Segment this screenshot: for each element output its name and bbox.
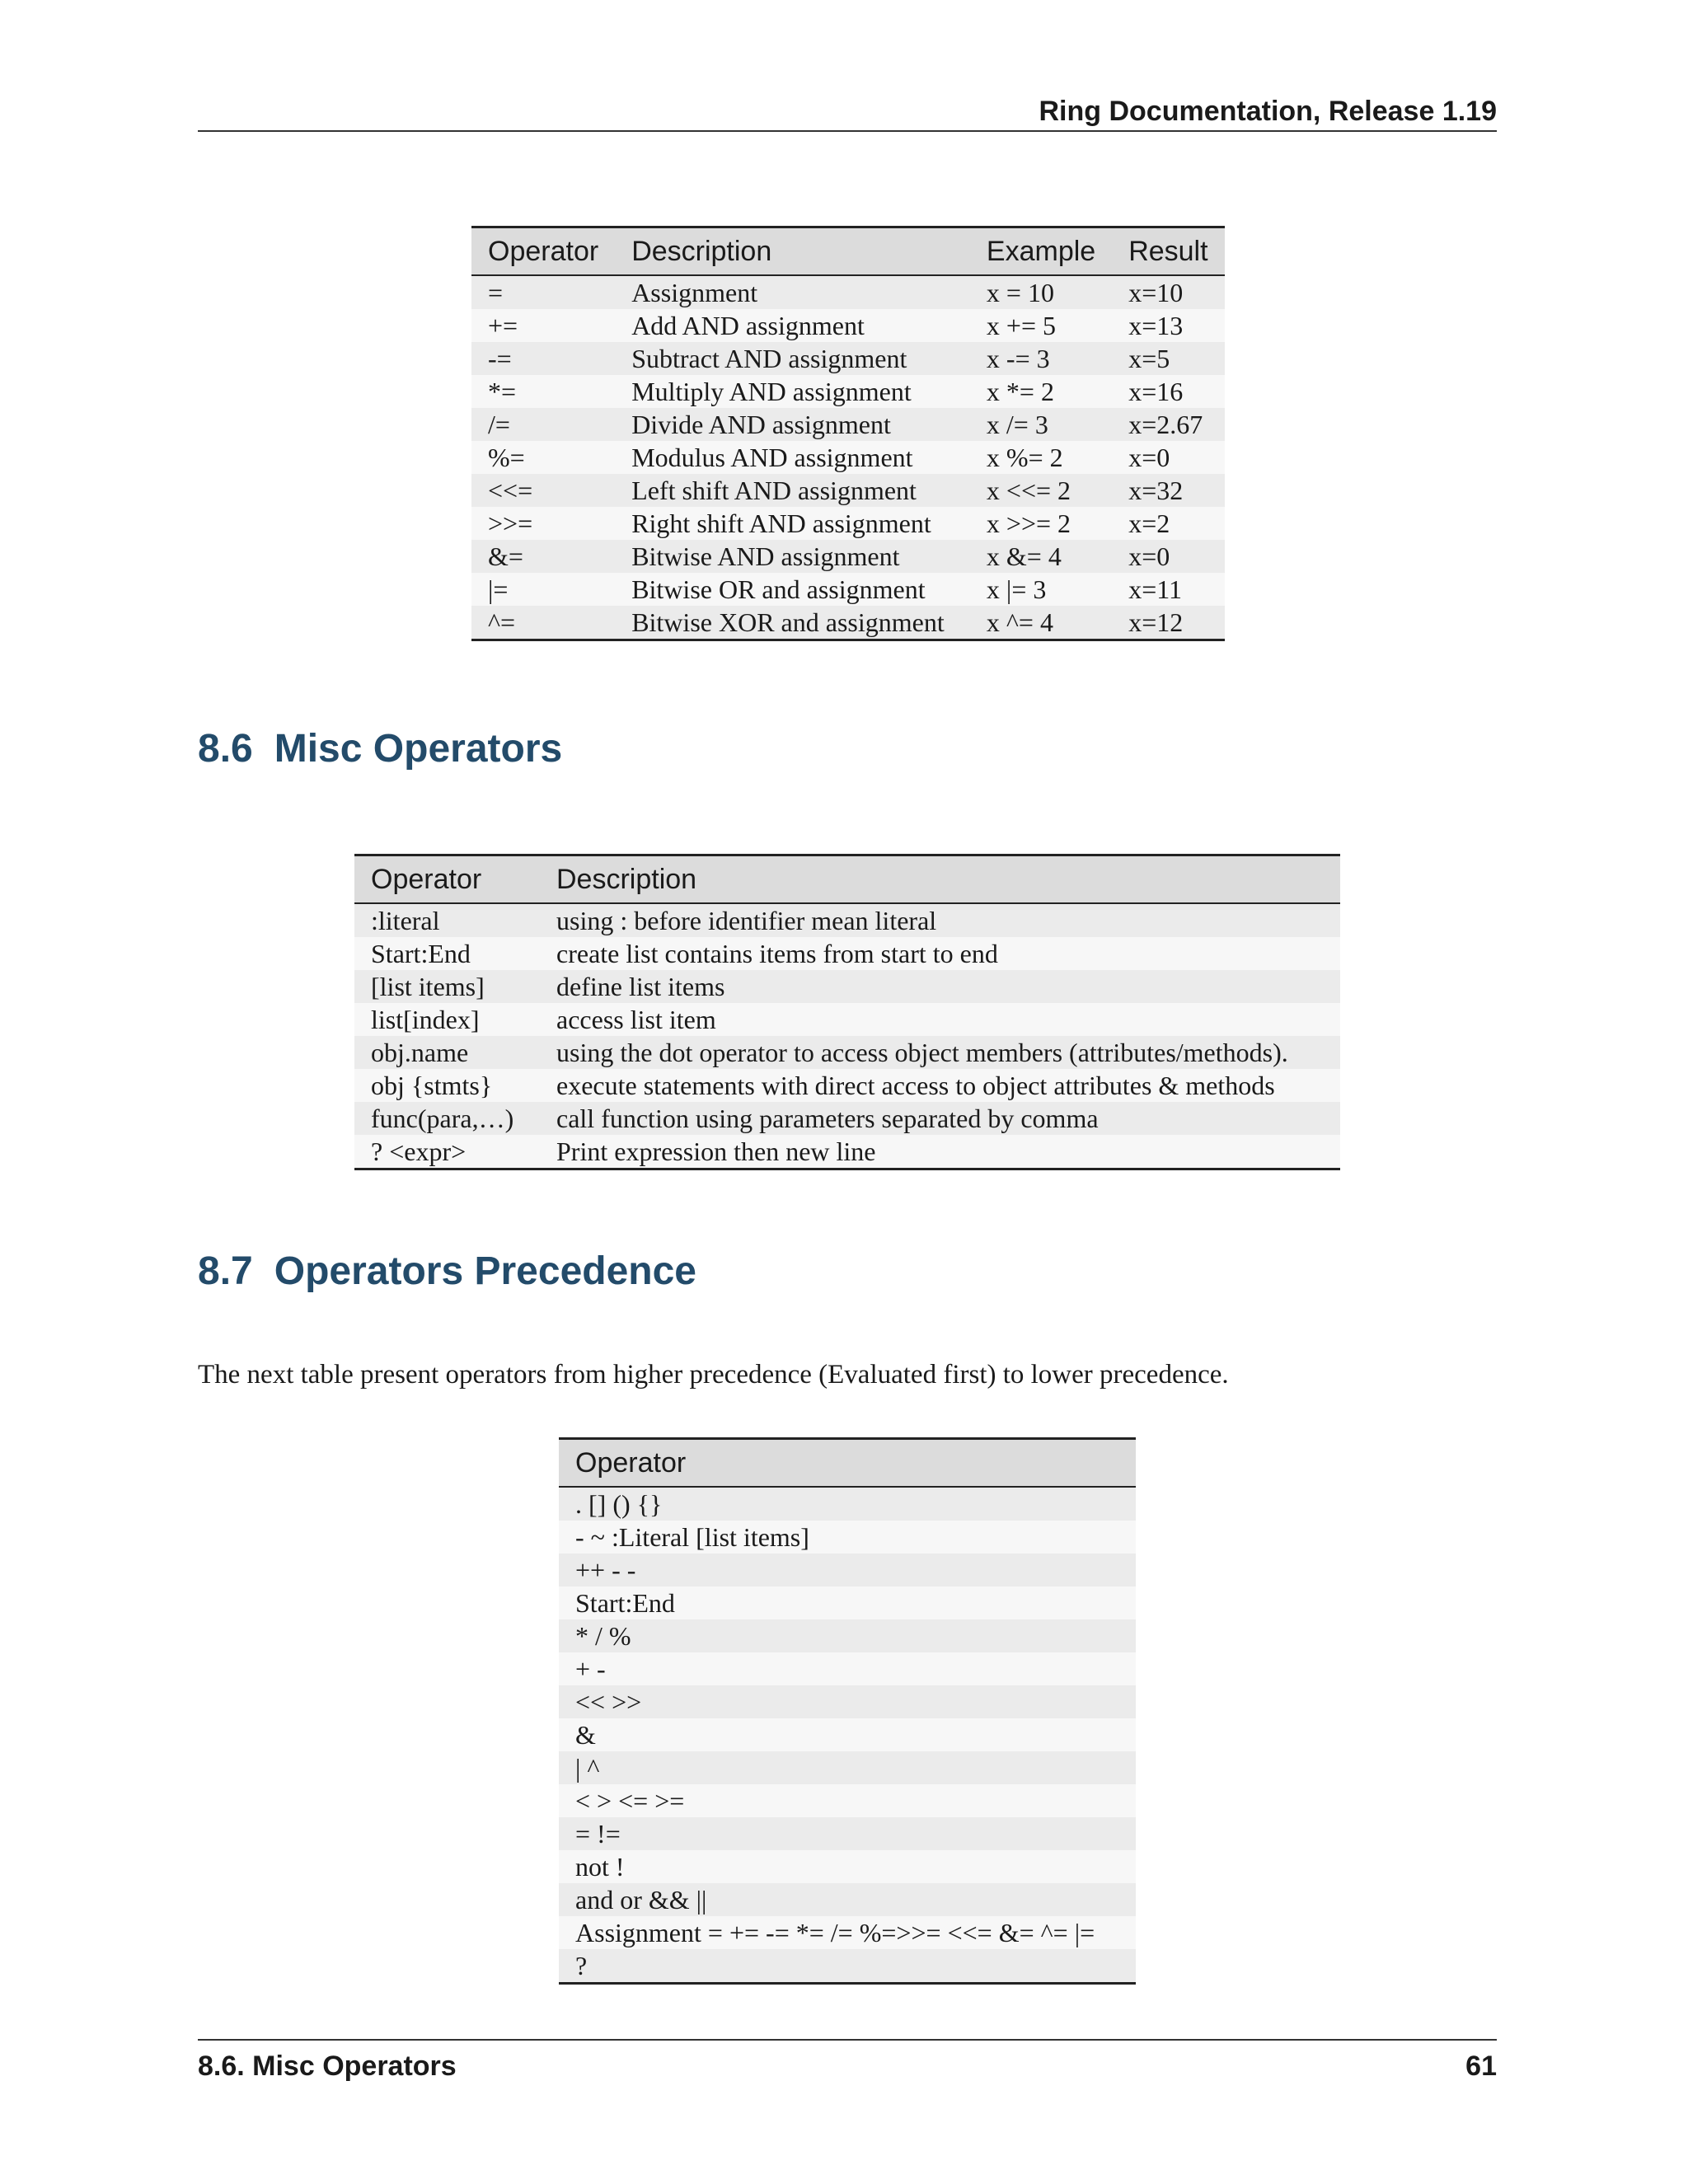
- table-cell: ? <expr>: [354, 1135, 540, 1169]
- table-cell: x=32: [1112, 474, 1225, 507]
- table-row: [471, 375, 1225, 408]
- table-cell: . [] () {}: [559, 1487, 1136, 1521]
- table-cell: %=: [471, 441, 615, 474]
- column-header: Operator: [354, 855, 540, 904]
- table-row: [354, 1135, 1340, 1169]
- table-cell: x = 10: [970, 275, 1112, 309]
- table-cell: x=0: [1112, 540, 1225, 573]
- table-row: [471, 408, 1225, 441]
- section-title: Misc Operators: [274, 727, 563, 771]
- table-cell: create list contains items from start to end: [540, 937, 1340, 970]
- table-cell: Assignment = += -= *= /= %=>>= <<= &= ^= |=: [559, 1916, 1136, 1949]
- table-row: [559, 1487, 1136, 1521]
- table-cell: x -= 3: [970, 342, 1112, 375]
- table-cell: *=: [471, 375, 615, 408]
- table-cell: x=0: [1112, 441, 1225, 474]
- table-row: [354, 903, 1340, 937]
- table-row: [559, 1554, 1136, 1586]
- table-cell: Modulus AND assignment: [615, 441, 970, 474]
- table-cell: func(para,…): [354, 1102, 540, 1135]
- table-cell: >>=: [471, 507, 615, 540]
- table-row: [559, 1949, 1136, 1984]
- table-cell: using the dot operator to access object members (attributes/methods).: [540, 1036, 1340, 1069]
- table-cell: x %= 2: [970, 441, 1112, 474]
- table-row: [559, 1817, 1136, 1850]
- table-cell: Left shift AND assignment: [615, 474, 970, 507]
- table-cell: define list items: [540, 970, 1340, 1003]
- table-cell: not !: [559, 1850, 1136, 1883]
- table-cell: Subtract AND assignment: [615, 342, 970, 375]
- table-row: [559, 1883, 1136, 1916]
- misc-operators-table: [354, 854, 1340, 1170]
- table-cell: - ~ :Literal [list items]: [559, 1521, 1136, 1554]
- table-row: [559, 1751, 1136, 1784]
- table-cell: &=: [471, 540, 615, 573]
- table-row: [354, 970, 1340, 1003]
- table-cell: <<=: [471, 474, 615, 507]
- table-row: [559, 1916, 1136, 1949]
- table-cell: and or && ||: [559, 1883, 1136, 1916]
- table-cell: x *= 2: [970, 375, 1112, 408]
- table-cell: | ^: [559, 1751, 1136, 1784]
- table-row: [354, 937, 1340, 970]
- table-cell: [list items]: [354, 970, 540, 1003]
- section-title: Operators Precedence: [274, 1249, 696, 1293]
- table-cell: Divide AND assignment: [615, 408, 970, 441]
- table-cell: x &= 4: [970, 540, 1112, 573]
- table-cell: < > <= >=: [559, 1784, 1136, 1817]
- table-cell: * / %: [559, 1619, 1136, 1652]
- table-cell: Start:End: [559, 1586, 1136, 1619]
- table-row: [471, 540, 1225, 573]
- table-row: [559, 1784, 1136, 1817]
- table-cell: call function using parameters separated by comma: [540, 1102, 1340, 1135]
- table-cell: Bitwise AND assignment: [615, 540, 970, 573]
- table-cell: Multiply AND assignment: [615, 375, 970, 408]
- running-header: Ring Documentation, Release 1.19: [198, 92, 1497, 132]
- table-cell: obj {stmts}: [354, 1069, 540, 1102]
- table-cell: ?: [559, 1949, 1136, 1984]
- table-cell: obj.name: [354, 1036, 540, 1069]
- table-cell: |=: [471, 573, 615, 606]
- section-heading-misc-operators: [198, 725, 562, 773]
- section-number: 8.6: [198, 727, 253, 771]
- table-cell: Assignment: [615, 275, 970, 309]
- footer-section: 8.6. Misc Operators: [198, 2050, 457, 2082]
- running-footer: [198, 2039, 1497, 2083]
- table-cell: x=5: [1112, 342, 1225, 375]
- column-header: Operator: [471, 227, 615, 276]
- table-row: [471, 507, 1225, 540]
- page-number: 61: [1465, 2050, 1497, 2082]
- column-header: Description: [540, 855, 1340, 904]
- table-row: [354, 1036, 1340, 1069]
- section-number: 8.7: [198, 1249, 253, 1293]
- table-cell: x=16: [1112, 375, 1225, 408]
- table-row: [354, 1102, 1340, 1135]
- table-cell: x /= 3: [970, 408, 1112, 441]
- table-row: [559, 1850, 1136, 1883]
- table-cell: &: [559, 1718, 1136, 1751]
- table-cell: ^=: [471, 606, 615, 640]
- precedence-table: [559, 1437, 1136, 1985]
- table-cell: x ^= 4: [970, 606, 1112, 640]
- table-row: [471, 474, 1225, 507]
- table-cell: x += 5: [970, 309, 1112, 342]
- table-row: [559, 1521, 1136, 1554]
- table-cell: =: [471, 275, 615, 309]
- table-row: [471, 275, 1225, 309]
- table-cell: x=10: [1112, 275, 1225, 309]
- table-cell: :literal: [354, 903, 540, 937]
- column-header: Operator: [559, 1439, 1136, 1488]
- table-cell: x=2: [1112, 507, 1225, 540]
- table-row: [559, 1685, 1136, 1718]
- table-cell: + -: [559, 1652, 1136, 1685]
- table-cell: Bitwise OR and assignment: [615, 573, 970, 606]
- table-row: [559, 1586, 1136, 1619]
- table-row: [471, 606, 1225, 640]
- table-cell: -=: [471, 342, 615, 375]
- table-cell: x=12: [1112, 606, 1225, 640]
- table-cell: execute statements with direct access to object attributes & methods: [540, 1069, 1340, 1102]
- table-cell: using : before identifier mean literal: [540, 903, 1340, 937]
- column-header: Example: [970, 227, 1112, 276]
- table-cell: = !=: [559, 1817, 1136, 1850]
- table-row: [354, 1069, 1340, 1102]
- table-cell: Add AND assignment: [615, 309, 970, 342]
- table-row: [471, 342, 1225, 375]
- table-cell: << >>: [559, 1685, 1136, 1718]
- section-heading-operators-precedence: [198, 1248, 696, 1296]
- table-cell: x >>= 2: [970, 507, 1112, 540]
- table-cell: /=: [471, 408, 615, 441]
- table-row: [559, 1619, 1136, 1652]
- table-row: [559, 1652, 1136, 1685]
- table-cell: x <<= 2: [970, 474, 1112, 507]
- table-row: [471, 441, 1225, 474]
- table-cell: Bitwise XOR and assignment: [615, 606, 970, 640]
- table-cell: Start:End: [354, 937, 540, 970]
- table-row: [559, 1718, 1136, 1751]
- table-row: [354, 1003, 1340, 1036]
- assignment-operators-table: [471, 226, 1225, 641]
- table-cell: access list item: [540, 1003, 1340, 1036]
- table-cell: +=: [471, 309, 615, 342]
- column-header: Result: [1112, 227, 1225, 276]
- table-cell: x=13: [1112, 309, 1225, 342]
- table-cell: Print expression then new line: [540, 1135, 1340, 1169]
- table-cell: list[index]: [354, 1003, 540, 1036]
- table-row: [471, 309, 1225, 342]
- table-row: [471, 573, 1225, 606]
- table-cell: x=11: [1112, 573, 1225, 606]
- column-header: Description: [615, 227, 970, 276]
- table-cell: x=2.67: [1112, 408, 1225, 441]
- table-cell: x |= 3: [970, 573, 1112, 606]
- table-cell: ++ - -: [559, 1554, 1136, 1586]
- precedence-intro-paragraph: The next table present operators from higher precedence (Evaluated first) to lower precedence.: [198, 1360, 1229, 1390]
- table-cell: Right shift AND assignment: [615, 507, 970, 540]
